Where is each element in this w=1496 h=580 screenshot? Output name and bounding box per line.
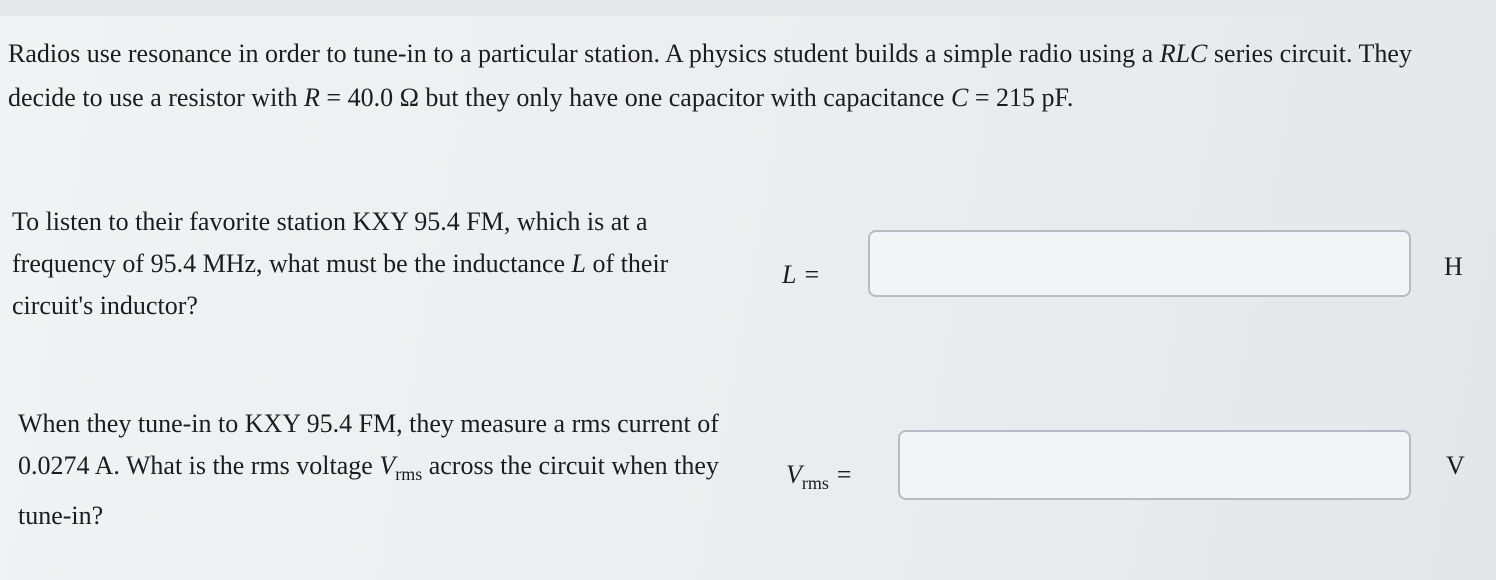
top-edge-strip [0,0,1496,16]
q2-text-after: across the circuit when they tune-in? [18,451,719,530]
equals-sign: = [804,260,820,289]
voltage-input[interactable] [898,430,1411,500]
voltage-unit: V [1446,451,1465,480]
q2-voltage-var [379,451,423,484]
intro-text-1: Radios use resonance in order to tune-in to a particular station. A physics student builds a simple radio using a [8,39,1160,68]
question-2-text [18,403,738,537]
q2-text-before: When they tune-in to KXY 95.4 FM, they measure a rms current of 0.0274 A. What is the rms voltage [18,409,719,480]
capacitance-value: = 215 pF. [968,83,1074,112]
inductance-input[interactable] [868,230,1411,297]
q2-voltage-symbol: V [379,451,396,480]
voltage-symbol: V [786,460,802,489]
inductance-answer-label [782,260,819,290]
intro-text-2: series circuit. They decide to use a resistor with [8,39,1412,112]
q1-inductance-var: L [571,249,587,278]
question-1-text [12,201,732,327]
circuit-type-var: RLC [1159,39,1208,68]
q1-text-after: of their circuit's inductor? [12,249,669,320]
inductance-unit: H [1444,252,1463,281]
resistance-value: = 40.0 Ω [319,83,419,112]
inductance-symbol: L [782,260,797,289]
voltage-answer-label [786,460,852,494]
equals-sign: = [836,460,852,489]
voltage-subscript: rms [801,473,829,493]
problem-intro [8,32,1468,120]
q2-voltage-subscript: rms [395,464,423,484]
resistance-var: R [304,83,320,112]
capacitance-var: C [950,83,969,112]
q1-text-before: To listen to their favorite station KXY 95.4 FM, which is at a frequency of 95.4 MHz, what must be the inductance [12,207,648,278]
intro-text-3: but they only have one capacitor with capacitance [418,83,951,112]
